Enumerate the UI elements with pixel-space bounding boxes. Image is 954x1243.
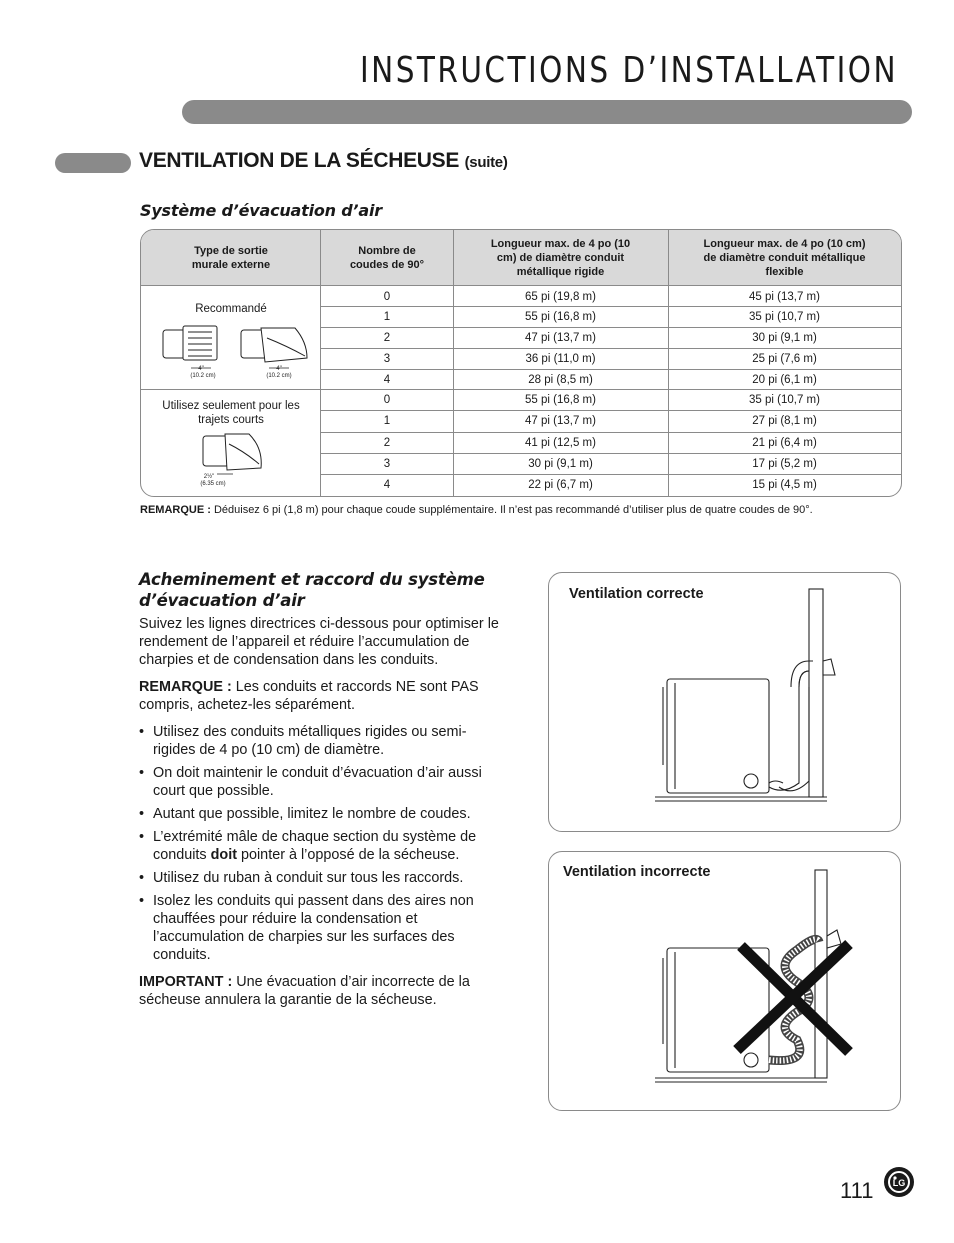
louvered-hood-icon <box>163 326 217 368</box>
correct-ventilation-label: Ventilation correcte <box>569 586 704 602</box>
table-cell: 4 <box>383 478 391 491</box>
header-elbows: Nombre de coudes de 90° <box>349 245 425 271</box>
remark-text: Déduisez 6 pi (1,8 m) pour chaque coude supplémentaire. Il n’est pas recommandé d’utiliser plus de quatre coudes de 90°. <box>213 504 813 516</box>
exhaust-table <box>140 229 902 497</box>
hood-dim-label: (10.2 cm) <box>190 373 216 379</box>
lg-logo-text: LG <box>892 1178 906 1188</box>
incorrect-vent-diagram <box>649 864 889 1094</box>
hood-dim-label: 4" <box>276 366 282 372</box>
table-cell: 27 pi (8,1 m) <box>752 414 817 427</box>
lg-logo-mark <box>884 1167 914 1197</box>
table-cell: 35 pi (10,7 m) <box>749 310 820 323</box>
list-item: • Autant que possible, limitez le nombre de coudes. <box>139 805 499 823</box>
table-cell: 55 pi (16,8 m) <box>525 393 596 406</box>
table-cell: 35 pi (10,7 m) <box>749 393 820 406</box>
section-title-text: VENTILATION DE LA SÉCHEUSE <box>139 149 460 172</box>
table-cell: 22 pi (6,7 m) <box>528 478 593 491</box>
group-label-short-runs: Utilisez seulement pour les trajets courts <box>162 400 300 426</box>
lg-logo <box>884 1167 914 1197</box>
table-cell: 15 pi (4,5 m) <box>752 478 817 491</box>
table-cell: 45 pi (13,7 m) <box>749 290 820 303</box>
section-pill <box>55 153 131 173</box>
hood-dim-label: (10.2 cm) <box>266 373 292 379</box>
table-cell: 30 pi (9,1 m) <box>528 457 593 470</box>
section-title-suffix: (suite) <box>464 154 508 171</box>
list-item: • L’extrémité mâle de chaque section du système de conduits doit pointer à l’opposé de la sécheuse. <box>139 828 499 864</box>
correct-vent-diagram <box>649 583 889 813</box>
table-cell: 47 pi (13,7 m) <box>525 331 596 344</box>
table-cell: 21 pi (6,4 m) <box>752 436 817 449</box>
table-remark <box>140 503 860 517</box>
table-cell: 0 <box>383 393 391 406</box>
header-rigid-length: Longueur max. de 4 po (10 cm) de diamètre conduit métallique rigide <box>490 238 631 278</box>
table-cell: 2 <box>383 436 391 449</box>
table-cell: 36 pi (11,0 m) <box>525 352 596 365</box>
table-cell: 30 pi (9,1 m) <box>752 331 817 344</box>
table-cell: 0 <box>383 290 391 303</box>
list-item: • Isolez les conduits qui passent dans des aires non chauffées pour réduire la condensation et l’accumulation de charpies sur les surfaces des conduits. <box>139 892 499 964</box>
routing-bullets <box>139 723 499 964</box>
remark-label: REMARQUE : <box>140 504 211 516</box>
table-cell: 65 pi (19,8 m) <box>525 290 596 303</box>
short-run-hood-illustration <box>195 430 285 490</box>
page-title: INSTRUCTIONS D’INSTALLATION <box>360 50 898 91</box>
table-cell: 41 pi (12,5 m) <box>525 436 596 449</box>
routing-subtitle: Acheminement et raccord du système d’évacuation d’air <box>139 570 485 610</box>
correct-ventilation-figure <box>548 572 901 832</box>
title-bar <box>182 100 912 124</box>
header-outlet-type: Type de sortie murale externe <box>191 245 271 271</box>
list-item: • On doit maintenir le conduit d’évacuation d’air aussi court que possible. <box>139 764 499 800</box>
recommended-hoods-illustration <box>155 324 315 380</box>
table-cell: 20 pi (6,1 m) <box>752 373 817 386</box>
table-cell: 55 pi (16,8 m) <box>525 310 596 323</box>
list-item: • Utilisez des conduits métalliques rigides ou semi-rigides de 4 po (10 cm) de diamètre. <box>139 723 499 759</box>
routing-intro: Suivez les lignes directrices ci-dessous pour optimiser le rendement de l’appareil et réduire l’accumulation de charpies et de condensation dans les conduits. <box>139 616 499 668</box>
table-cell: 2 <box>383 331 391 344</box>
header-flexible-length: Longueur max. de 4 po (10 cm) de diamètre conduit métallique flexible <box>703 238 866 278</box>
table-cell: 47 pi (13,7 m) <box>525 414 596 427</box>
hood-dim-label: (6.35 cm) <box>200 481 226 487</box>
table-cell: 28 pi (8,5 m) <box>528 373 593 386</box>
table-cell: 4 <box>383 373 391 386</box>
hood-dim-label: 4" <box>198 366 204 372</box>
list-item: • Utilisez du ruban à conduit sur tous les raccords. <box>139 869 499 887</box>
page-number: 111 <box>840 1178 874 1203</box>
exhaust-subtitle: Système d’évacuation d’air <box>140 201 382 220</box>
incorrect-ventilation-figure <box>548 851 901 1111</box>
hood-dim-label: 2½" <box>203 474 215 480</box>
table-cell: 3 <box>383 352 391 365</box>
routing-body <box>139 615 499 1009</box>
table-cell: 3 <box>383 457 391 470</box>
table-cell: 25 pi (7,6 m) <box>752 352 817 365</box>
routing-important: IMPORTANT : Une évacuation d’air incorrecte de la sécheuse annulera la garantie de la sécheuse. <box>139 974 470 1008</box>
table-cell: 1 <box>383 310 391 323</box>
group-label-recommended: Recommandé <box>195 303 267 315</box>
section-title <box>139 149 508 173</box>
routing-note: REMARQUE : Les conduits et raccords NE sont PAS compris, achetez-les séparément. <box>139 679 479 713</box>
incorrect-ventilation-label: Ventilation incorrecte <box>563 864 711 880</box>
hinged-hood-icon <box>241 328 307 368</box>
flap-hood-icon <box>203 434 261 474</box>
table-cell: 17 pi (5,2 m) <box>752 457 817 470</box>
table-cell: 1 <box>383 414 391 427</box>
